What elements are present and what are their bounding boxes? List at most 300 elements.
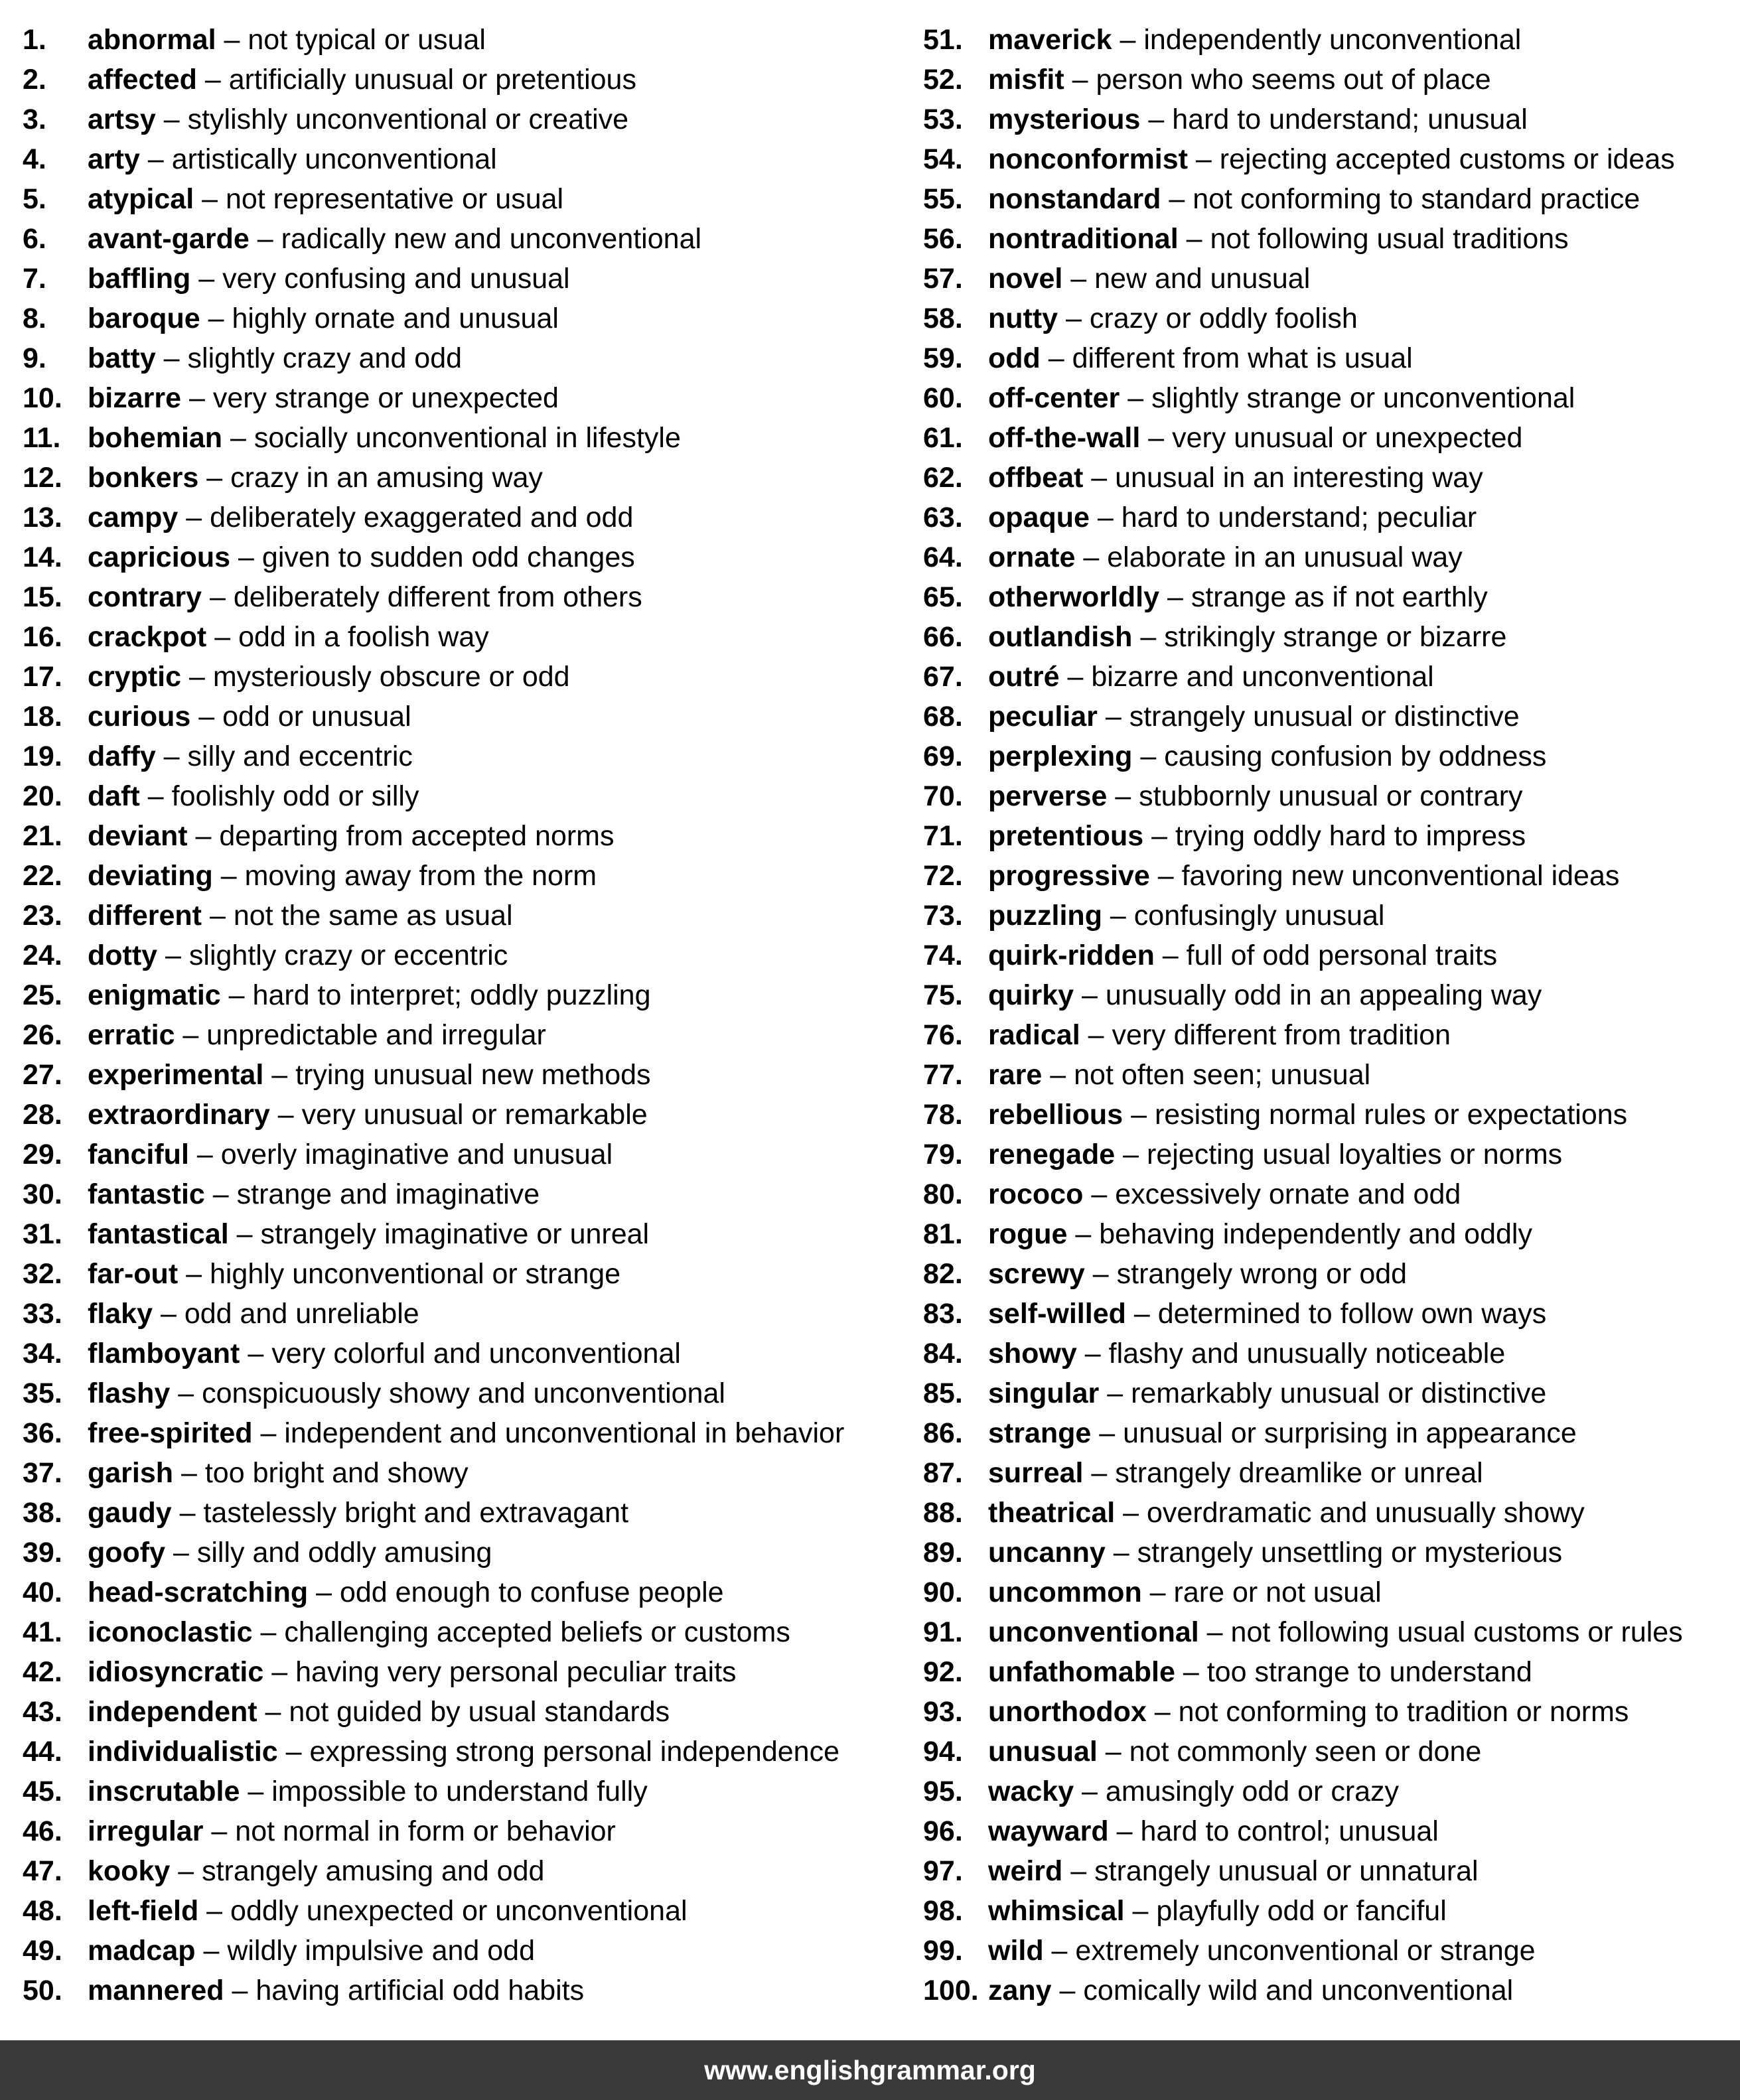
entry-separator: – (1149, 860, 1182, 892)
entry-number: 100. (923, 1975, 979, 2006)
entry-definition: hard to control; unusual (1140, 1815, 1439, 1847)
entry-number: 9. (23, 342, 46, 374)
entry-text (988, 1055, 1370, 1095)
entry-separator: – (1154, 940, 1187, 971)
word-entry (923, 1413, 1738, 1453)
entry-text (88, 139, 497, 179)
entry-definition: excessively ornate and odd (1115, 1178, 1461, 1210)
entry-separator: – (1140, 422, 1173, 454)
entry-definition: strangely imaginative or unreal (260, 1218, 650, 1250)
entry-text (88, 1772, 648, 1811)
word-entry (23, 577, 905, 617)
word-entry (923, 259, 1738, 299)
entry-number: 8. (23, 303, 46, 334)
entry-number: 89. (923, 1537, 963, 1569)
entry-term: wacky (988, 1776, 1074, 1807)
word-entry (923, 896, 1738, 936)
word-entry (23, 1811, 905, 1851)
entry-number: 14. (23, 541, 62, 573)
word-entry (23, 1453, 905, 1493)
entry-text (88, 1811, 616, 1851)
entry-text (88, 418, 681, 458)
entry-number: 75. (923, 979, 963, 1011)
word-entry (923, 1294, 1738, 1334)
entry-term: head-scratching (88, 1576, 309, 1608)
entry-definition: independent and unconventional in behavior (284, 1417, 845, 1449)
entry-text (88, 1453, 469, 1493)
entry-separator: – (1062, 263, 1095, 295)
entry-text (988, 219, 1569, 259)
entry-term: nutty (988, 303, 1058, 334)
entry-number: 40. (23, 1576, 62, 1608)
entry-text (988, 816, 1526, 856)
entry-number: 13. (23, 502, 62, 533)
entry-separator: – (1108, 1815, 1141, 1847)
entry-term: capricious (88, 541, 231, 573)
entry-definition: departing from accepted norms (219, 820, 615, 852)
entry-separator: – (196, 64, 229, 96)
entry-text (88, 856, 597, 896)
entry-text (988, 1214, 1532, 1254)
entry-number: 67. (923, 661, 963, 693)
entry-number: 60. (923, 382, 963, 414)
entry-text (988, 975, 1542, 1015)
entry-number: 32. (23, 1258, 62, 1290)
word-entry (23, 100, 905, 139)
entry-number: 30. (23, 1178, 62, 1210)
entry-separator: – (252, 1417, 285, 1449)
word-entry (923, 299, 1738, 338)
entry-term: madcap (88, 1935, 196, 1967)
entry-term: bonkers (88, 462, 199, 494)
entry-number: 78. (923, 1099, 963, 1131)
word-entry (23, 537, 905, 577)
entry-term: singular (988, 1377, 1100, 1409)
entry-number: 54. (923, 143, 963, 175)
entry-separator: – (187, 820, 220, 852)
word-entry (23, 1254, 905, 1294)
entry-number: 33. (23, 1298, 62, 1330)
entry-definition: hard to understand; unusual (1172, 104, 1528, 135)
entry-separator: – (1115, 1139, 1147, 1170)
entry-separator: – (1089, 502, 1122, 533)
entry-separator: – (1099, 1377, 1131, 1409)
entry-term: daffy (88, 740, 156, 772)
entry-separator: – (1112, 24, 1144, 56)
entry-definition: strange as if not earthly (1191, 581, 1488, 613)
word-entry (923, 1493, 1738, 1533)
entry-number: 52. (923, 64, 963, 96)
entry-definition: too strange to understand (1206, 1656, 1532, 1688)
entry-separator: – (1105, 1537, 1137, 1569)
entry-number: 19. (23, 740, 62, 772)
entry-term: outlandish (988, 621, 1133, 653)
word-entry (23, 1533, 905, 1573)
entry-separator: – (206, 621, 239, 653)
entry-number: 34. (23, 1338, 62, 1369)
entry-text (88, 100, 628, 139)
entry-number: 36. (23, 1417, 62, 1449)
entry-number: 41. (23, 1616, 62, 1648)
entry-definition: very unusual or remarkable (301, 1099, 648, 1131)
entry-text (88, 1891, 688, 1931)
word-entry (923, 1174, 1738, 1214)
entry-term: fantastical (88, 1218, 229, 1250)
entry-definition: moving away from the norm (244, 860, 597, 892)
entry-term: nonstandard (988, 183, 1161, 215)
entry-separator: – (202, 581, 234, 613)
entry-separator: – (1178, 223, 1210, 255)
entry-term: rare (988, 1059, 1043, 1091)
entry-number: 55. (923, 183, 963, 215)
entry-text (988, 378, 1575, 418)
entry-separator: – (139, 143, 172, 175)
entry-text (88, 936, 508, 975)
entry-definition: socially unconventional in lifestyle (254, 422, 681, 454)
entry-text (88, 1174, 540, 1214)
entry-number: 16. (23, 621, 62, 653)
entry-separator: – (252, 1616, 285, 1648)
entry-definition: determined to follow own ways (1157, 1298, 1547, 1330)
word-entry (23, 736, 905, 776)
entry-text (988, 1612, 1683, 1652)
entry-text (88, 1533, 492, 1573)
entry-definition: expressing strong personal independence (309, 1736, 839, 1768)
entry-text (88, 697, 411, 736)
word-entry (23, 139, 905, 179)
entry-definition: not following usual traditions (1210, 223, 1569, 255)
entry-definition: wildly impulsive and odd (227, 1935, 536, 1967)
word-entry (23, 1055, 905, 1095)
word-entry (23, 418, 905, 458)
entry-separator: – (139, 780, 172, 812)
entry-separator: – (204, 1178, 237, 1210)
entry-number: 25. (23, 979, 62, 1011)
entry-definition: unusual in an interesting way (1115, 462, 1483, 494)
entry-definition: confusingly unusual (1133, 900, 1385, 932)
entry-text (88, 299, 559, 338)
entry-definition: slightly crazy and odd (187, 342, 463, 374)
entry-term: unusual (988, 1736, 1098, 1768)
word-entry (923, 60, 1738, 100)
word-entry (23, 299, 905, 338)
entry-number: 15. (23, 581, 62, 613)
entry-definition: not conforming to tradition or norms (1178, 1696, 1629, 1728)
entry-text (88, 458, 543, 498)
entry-definition: new and unusual (1094, 263, 1311, 295)
entry-separator: – (1083, 1178, 1116, 1210)
entry-number: 4. (23, 143, 46, 175)
entry-number: 68. (923, 701, 963, 733)
word-entry (23, 179, 905, 219)
entry-number: 28. (23, 1099, 62, 1131)
entry-term: irregular (88, 1815, 204, 1847)
word-entry (923, 1453, 1738, 1493)
entry-definition: bizarre and unconventional (1091, 661, 1434, 693)
entry-separator: – (1107, 780, 1139, 812)
entry-text (988, 1851, 1479, 1891)
entry-definition: trying oddly hard to impress (1175, 820, 1526, 852)
entry-separator: – (155, 342, 188, 374)
entry-definition: very different from tradition (1112, 1019, 1451, 1051)
entry-text (88, 378, 559, 418)
entry-text (988, 1174, 1461, 1214)
entry-text (88, 1652, 737, 1692)
entry-term: rogue (988, 1218, 1068, 1250)
entry-definition: highly ornate and unusual (232, 303, 559, 334)
entry-number: 82. (923, 1258, 963, 1290)
entry-separator: – (153, 1298, 184, 1330)
word-entry (23, 1294, 905, 1334)
entry-number: 10. (23, 382, 62, 414)
entry-term: quirk-ridden (988, 940, 1155, 971)
word-entry (23, 1573, 905, 1612)
word-entry (23, 975, 905, 1015)
entry-term: unconventional (988, 1616, 1199, 1648)
entry-text (988, 776, 1523, 816)
entry-separator: – (269, 1099, 302, 1131)
entry-text (88, 1851, 544, 1891)
entry-number: 61. (923, 422, 963, 454)
entry-text (988, 1732, 1481, 1772)
entry-definition: not guided by usual standards (289, 1696, 670, 1728)
entry-term: quirky (988, 979, 1074, 1011)
entry-definition: given to sudden odd changes (261, 541, 635, 573)
entry-separator: – (1051, 1975, 1084, 2006)
entry-text (88, 776, 419, 816)
word-entry (923, 139, 1738, 179)
entry-definition: hard to understand; peculiar (1121, 502, 1477, 533)
entry-text (88, 1135, 613, 1174)
entry-number: 72. (923, 860, 963, 892)
entry-number: 42. (23, 1656, 62, 1688)
entry-separator: – (198, 462, 231, 494)
entry-definition: strangely unsettling or mysterious (1137, 1537, 1563, 1569)
word-entry (923, 537, 1738, 577)
entry-number: 56. (923, 223, 963, 255)
entry-term: baroque (88, 303, 200, 334)
word-entry (23, 1174, 905, 1214)
entry-definition: stylishly unconventional or creative (187, 104, 629, 135)
word-list-column-right (923, 20, 1738, 2010)
word-entry (923, 100, 1738, 139)
entry-definition: resisting normal rules or expectations (1154, 1099, 1628, 1131)
entry-text (988, 697, 1520, 736)
entry-definition: not typical or usual (248, 24, 486, 56)
entry-separator: – (1059, 661, 1092, 693)
word-entry (923, 1214, 1738, 1254)
entry-term: bohemian (88, 422, 223, 454)
entry-term: free-spirited (88, 1417, 253, 1449)
entry-text (88, 657, 570, 697)
entry-text (88, 816, 615, 856)
entry-number: 93. (923, 1696, 963, 1728)
entry-separator: – (249, 223, 281, 255)
word-entry (923, 1612, 1738, 1652)
word-entry (23, 1095, 905, 1135)
entry-definition: not commonly seen or done (1129, 1736, 1482, 1768)
entry-definition: deliberately different from others (233, 581, 642, 613)
entry-term: nontraditional (988, 223, 1179, 255)
entry-separator: – (230, 541, 262, 573)
entry-number: 74. (923, 940, 963, 971)
entry-separator: – (1143, 820, 1175, 852)
entry-separator: – (181, 661, 213, 693)
entry-text (88, 1373, 725, 1413)
entry-text (88, 1573, 724, 1612)
entry-text (88, 1971, 584, 2010)
entry-number: 69. (923, 740, 963, 772)
entry-definition: flashy and unusually noticeable (1108, 1338, 1506, 1369)
entry-term: offbeat (988, 462, 1084, 494)
word-entry (923, 657, 1738, 697)
entry-text (88, 219, 701, 259)
entry-definition: not often seen; unusual (1074, 1059, 1371, 1091)
word-entry (23, 1891, 905, 1931)
word-entry (923, 975, 1738, 1015)
word-entry (923, 219, 1738, 259)
entry-text (88, 1732, 839, 1772)
word-entry (23, 378, 905, 418)
entry-term: uncanny (988, 1537, 1106, 1569)
entry-number: 38. (23, 1497, 62, 1529)
entry-separator: – (1146, 1696, 1179, 1728)
entry-number: 53. (923, 104, 963, 135)
entry-text (88, 1254, 620, 1294)
entry-separator: – (1120, 382, 1152, 414)
entry-separator: – (216, 24, 248, 56)
word-entry (923, 736, 1738, 776)
entry-definition: strikingly strange or bizarre (1164, 621, 1507, 653)
entry-text (988, 1254, 1407, 1294)
entry-definition: trying unusual new methods (295, 1059, 651, 1091)
entry-separator: – (1198, 1616, 1231, 1648)
entry-number: 96. (923, 1815, 963, 1847)
entry-definition: rejecting usual loyalties or norms (1147, 1139, 1563, 1170)
word-entry (923, 577, 1738, 617)
entry-number: 57. (923, 263, 963, 295)
word-entry (23, 1015, 905, 1055)
entry-separator: – (170, 1377, 202, 1409)
entry-number: 22. (23, 860, 62, 892)
word-entry (923, 936, 1738, 975)
entry-text (988, 100, 1528, 139)
entry-term: wild (988, 1935, 1044, 1967)
word-entry (923, 1573, 1738, 1612)
word-entry (23, 617, 905, 657)
entry-number: 17. (23, 661, 62, 693)
word-entry (923, 1254, 1738, 1294)
entry-number: 62. (923, 462, 963, 494)
entry-term: daft (88, 780, 140, 812)
word-entry (23, 1851, 905, 1891)
entry-definition: elaborate in an unusual way (1107, 541, 1463, 573)
entry-term: enigmatic (88, 979, 221, 1011)
entry-definition: odd in a foolish way (238, 621, 489, 653)
entry-definition: crazy or oddly foolish (1089, 303, 1358, 334)
entry-text (88, 338, 462, 378)
entry-separator: – (155, 740, 188, 772)
entry-term: experimental (88, 1059, 264, 1091)
entry-definition: extremely unconventional or strange (1075, 1935, 1536, 1967)
entry-separator: – (1132, 621, 1165, 653)
entry-separator: – (175, 1019, 207, 1051)
entry-definition: not the same as usual (233, 900, 513, 932)
entry-separator: – (1115, 1497, 1147, 1529)
entry-number: 63. (923, 502, 963, 533)
entry-separator: – (224, 1975, 256, 2006)
entry-separator: – (277, 1736, 310, 1768)
entry-separator: – (1123, 1099, 1155, 1131)
footer-url[interactable]: www.englishgrammar.org (704, 2054, 1036, 2085)
word-entry (23, 1373, 905, 1413)
entry-separator: – (263, 1656, 296, 1688)
entry-term: screwy (988, 1258, 1085, 1290)
entry-term: odd (988, 342, 1041, 374)
entry-text (88, 896, 513, 936)
entry-separator: – (171, 1497, 204, 1529)
entry-separator: – (1043, 1935, 1076, 1967)
entry-definition: amusingly odd or crazy (1105, 1776, 1400, 1807)
word-entry (923, 1971, 1738, 2010)
entry-term: rococo (988, 1178, 1084, 1210)
word-entry (23, 1931, 905, 1971)
entry-term: deviant (88, 820, 188, 852)
entry-term: erratic (88, 1019, 175, 1051)
entry-number: 45. (23, 1776, 62, 1807)
entry-definition: strangely wrong or odd (1116, 1258, 1408, 1290)
entry-number: 23. (23, 900, 62, 932)
entry-text (988, 736, 1546, 776)
word-entry (923, 1135, 1738, 1174)
entry-separator: – (1080, 1019, 1112, 1051)
word-entry (923, 697, 1738, 736)
entry-term: left-field (88, 1895, 199, 1927)
entry-definition: odd or unusual (222, 701, 411, 733)
entry-number: 86. (923, 1417, 963, 1449)
entry-number: 20. (23, 780, 62, 812)
entry-text (988, 139, 1675, 179)
entry-term: renegade (988, 1139, 1116, 1170)
entry-number: 87. (923, 1457, 963, 1489)
entry-definition: challenging accepted beliefs or customs (284, 1616, 790, 1648)
entry-separator: – (1042, 1059, 1074, 1091)
word-entry (923, 418, 1738, 458)
entry-term: bizarre (88, 382, 182, 414)
entry-text (88, 1692, 670, 1732)
entry-term: self-willed (988, 1298, 1126, 1330)
entry-number: 24. (23, 940, 62, 971)
entry-separator: – (1125, 1298, 1158, 1330)
entry-separator: – (263, 1059, 296, 1091)
entry-definition: behaving independently and oddly (1099, 1218, 1532, 1250)
entry-separator: – (1124, 1895, 1157, 1927)
word-entry (23, 657, 905, 697)
entry-definition: remarkably unusual or distinctive (1131, 1377, 1547, 1409)
entry-definition: too bright and showy (204, 1457, 469, 1489)
entry-number: 39. (23, 1537, 62, 1569)
entry-term: individualistic (88, 1736, 278, 1768)
entry-term: peculiar (988, 701, 1098, 733)
entry-number: 90. (923, 1576, 963, 1608)
entry-definition: not normal in form or behavior (235, 1815, 616, 1847)
entry-number: 7. (23, 263, 46, 295)
word-entry (23, 20, 905, 60)
entry-number: 83. (923, 1298, 963, 1330)
entry-number: 11. (23, 422, 61, 454)
entry-text (988, 1811, 1439, 1851)
entry-term: perverse (988, 780, 1108, 812)
